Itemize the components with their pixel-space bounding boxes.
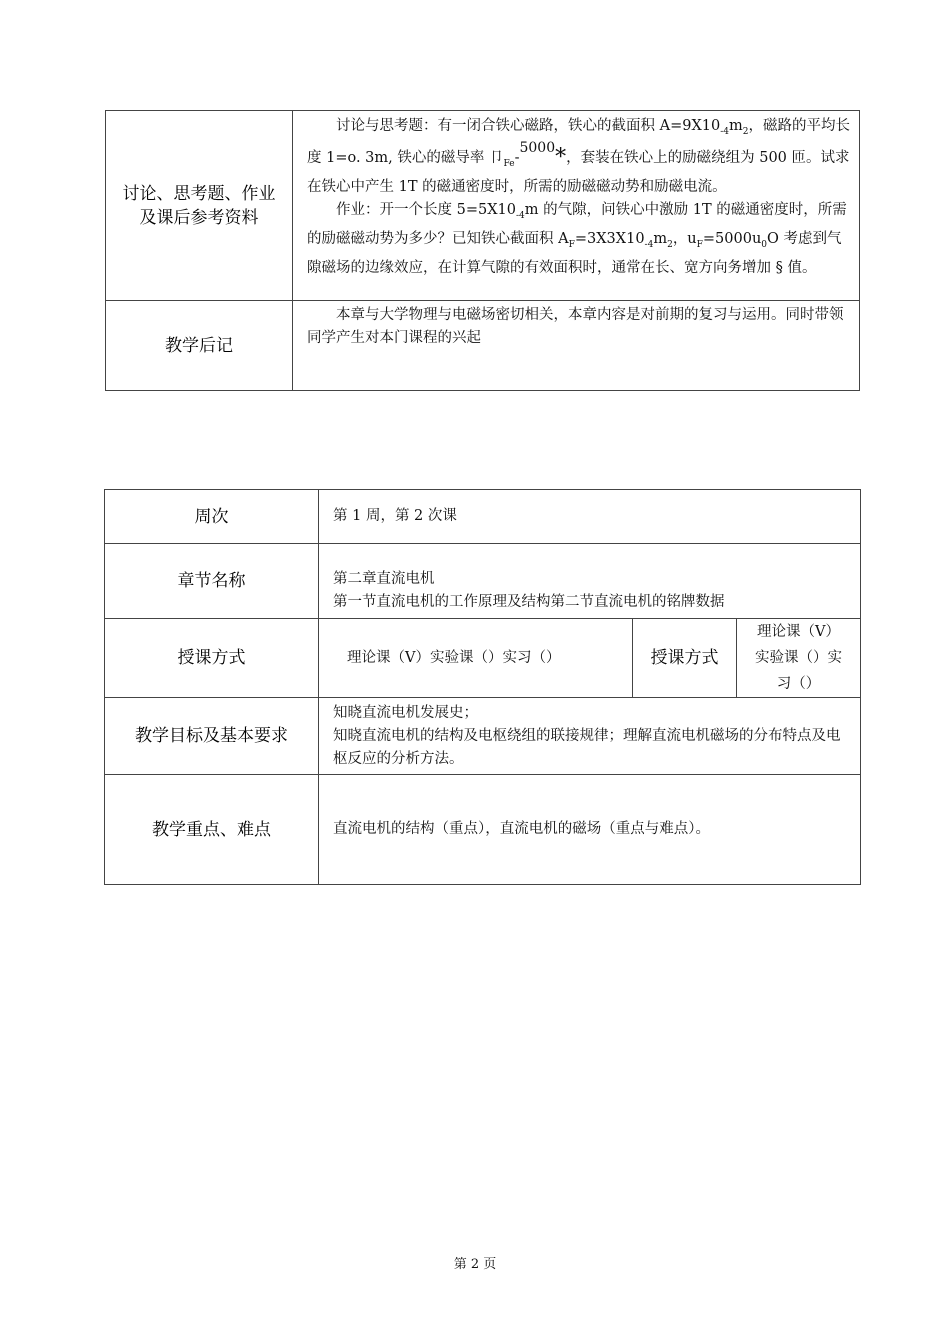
chapter-title: 第二章直流电机 xyxy=(333,571,435,587)
goals-content xyxy=(319,698,861,775)
goals-line1: 知晓直流电机发展史； xyxy=(333,704,478,721)
discussion-label-line2: 及课后参考资料 xyxy=(139,207,259,228)
teaching-mode-theory: 理论课（V） xyxy=(757,624,840,640)
discussion-question: 讨论与思考题：有一闭合铁心磁路，铁心的截面积 $A=9X10_{-4}m_2$，磁路的平均长度 1=o. 3m, 铁心的磁导率 卩$_{Fe}$-5000*，套装在铁心上的励磁绕组为 500 匝。试求在铁心中产生 1T 的磁通密度时，所需的励磁磁动势和励磁电流。 xyxy=(307,118,850,195)
teaching-mode-value: 理论课（V）实验课（）实习（） xyxy=(319,619,633,698)
keypoints-value: 直流电机的结构（重点），直流电机的磁场（重点与难点）。 xyxy=(319,775,861,885)
discussion-label-line1: 讨论、思考题、作业 xyxy=(122,183,276,204)
chapter-label: 章节名称 xyxy=(105,544,319,619)
teaching-mode-label: 授课方式 xyxy=(105,619,319,698)
discussion-content xyxy=(293,111,860,301)
goals-label: 教学目标及基本要求 xyxy=(105,698,319,775)
teaching-notes-content xyxy=(293,301,860,391)
chapter-content xyxy=(319,544,861,619)
page-number: 第 2 页 xyxy=(453,1257,497,1272)
teaching-mode-value-2 xyxy=(737,619,861,698)
course-info-table xyxy=(104,489,861,885)
discussion-label xyxy=(106,111,293,301)
teaching-notes-label: 教学后记 xyxy=(106,301,293,391)
teaching-notes-text: 本章与大学物理与电磁场密切相关，本章内容是对前期的复习与运用。同时带领同学产生对本门课程的兴起 xyxy=(307,307,844,346)
teaching-mode-label-2: 授课方式 xyxy=(633,619,737,698)
goals-line2: 知晓直流电机的结构及电枢绕组的联接规律；理解直流电机磁场的分布特点及电枢反应的分析方法。 xyxy=(333,727,841,767)
week-value: 第 1 周，第 2 次课 xyxy=(319,490,861,544)
keypoints-label: 教学重点、难点 xyxy=(105,775,319,885)
teaching-mode-practice: 习（） xyxy=(776,676,821,692)
week-label: 周次 xyxy=(105,490,319,544)
teaching-mode-lab: 实验课（）实 xyxy=(755,650,842,666)
homework-text: 作业：开一个长度 $5=5X10_{-4}m$ 的气隙，问铁心中激励 1T 的磁通密度时，所需的励磁磁动势为多少？已知铁心截面积 $A_F=3X3X10_{-4}m_2$，$u_F=5000u_0O$ 考虑到气隙磁场的边缘效应，在计算气隙的有效面积时，通常在长、宽方向务增加 § 值。 xyxy=(307,201,847,276)
discussion-table xyxy=(105,110,860,391)
chapter-sections: 第一节直流电机的工作原理及结构第二节直流电机的铭牌数据 xyxy=(333,594,725,610)
